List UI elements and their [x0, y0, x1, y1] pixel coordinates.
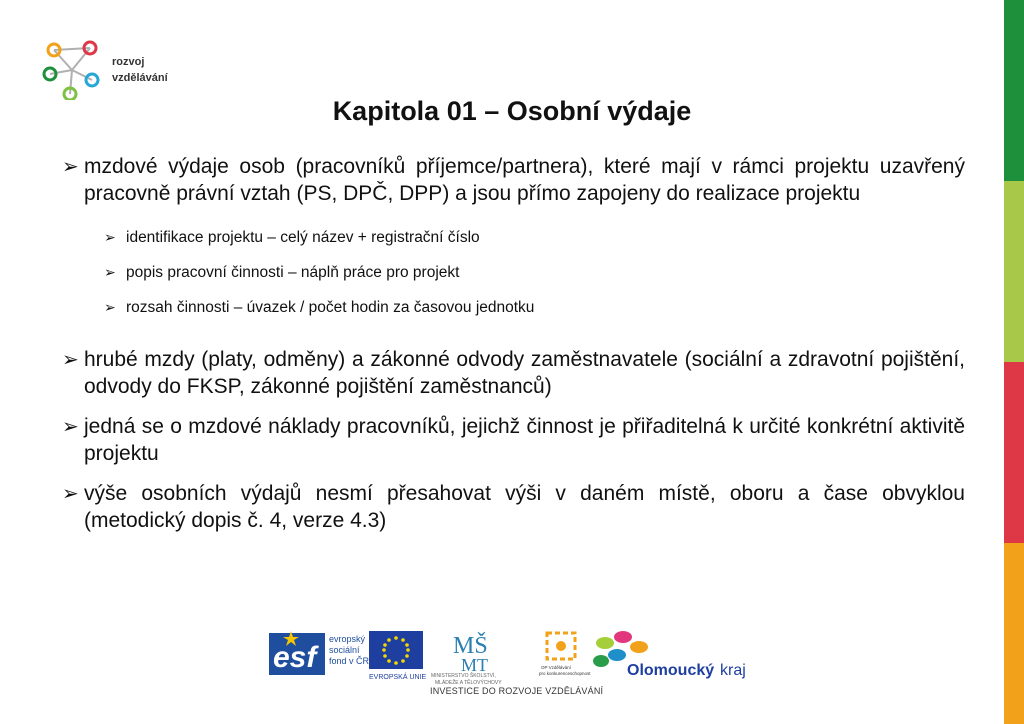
- bullet-item-1: [62, 153, 965, 207]
- op-line1: OP Vzdělávání: [541, 665, 571, 670]
- sub-bullet-item: [104, 220, 965, 255]
- slide-title: Kapitola 01 – Osobní výdaje: [332, 96, 692, 126]
- eu-label: EVROPSKÁ UNIE: [369, 674, 427, 681]
- sub-bullet-item: [104, 290, 965, 325]
- rozvoj-vzdelavani-logo-icon: [42, 40, 104, 100]
- kraj-label: kraj: [720, 662, 746, 679]
- footer-caption: INVESTICE DO ROZVOJE VZDĚLÁVÁNÍ: [430, 686, 604, 696]
- bullet-arrow-icon: ➢: [62, 349, 79, 371]
- stripe-red: [1004, 362, 1024, 543]
- logo-text: [112, 54, 168, 86]
- stripe-green: [1004, 0, 1024, 181]
- sub-bullet-arrow-icon: ➢: [104, 299, 116, 315]
- bullet-text: jedná se o mzdové náklady pracovníků, jejichž činnost je přiřaditelná k určité konkrétní aktivitě projektu: [84, 415, 965, 465]
- eu-flag-icon: [369, 631, 427, 681]
- olomoucky-label: Olomoucký: [627, 662, 715, 679]
- msmt-line1: MINISTERSTVO ŠKOLSTVÍ,: [431, 673, 496, 679]
- stripe-orange: [1004, 543, 1024, 724]
- bullet-arrow-icon: ➢: [62, 156, 79, 178]
- sub-bullet-item: [104, 255, 965, 290]
- op-vk-logo-icon: [539, 633, 591, 676]
- esf-line3: fond v ČR: [329, 656, 370, 666]
- bullet-item-4: [62, 480, 965, 534]
- sub-bullet-text: popis pracovní činnosti – náplň práce pro projekt: [126, 263, 460, 281]
- esf-logo-icon: [269, 631, 370, 675]
- bullet-text: hrubé mzdy (platy, odměny) a zákonné odvody zaměstnavatele (sociální a zdravotní pojištění, odvody do FKSP, zákonné pojištění zaměstnanců): [84, 348, 965, 398]
- msmt-logo-icon: [431, 632, 502, 686]
- msmt-line2: MLÁDEŽE A TĚLOVÝCHOVY: [435, 680, 502, 686]
- stripe-light-green: [1004, 181, 1024, 362]
- svg-text:MT: MT: [461, 655, 488, 675]
- olomoucky-kraj-logo-icon: [593, 631, 746, 679]
- logo-line1: rozvoj: [112, 56, 145, 68]
- bullet-text: mzdové výdaje osob (pracovníků příjemce/partnera), které mají v rámci projektu uzavřený pracovně právní vztah (PS, DPČ, DPP) a jsou přímo zapojeny do realizace projektu: [84, 155, 965, 205]
- bullet-arrow-icon: ➢: [62, 483, 79, 505]
- sub-bullet-arrow-icon: ➢: [104, 229, 116, 245]
- bullet-list: [62, 153, 965, 547]
- sub-bullet-text: rozsah činnosti – úvazek / počet hodin za časovou jednotku: [126, 298, 535, 316]
- svg-text:MŠ: MŠ: [453, 633, 488, 659]
- sub-bullet-text: identifikace projektu – celý název + registrační číslo: [126, 228, 480, 246]
- esf-line1: evropský: [329, 634, 366, 644]
- bullet-item-3: [62, 413, 965, 467]
- op-line2: pro konkurenceschopnost: [539, 671, 591, 676]
- logo-line2: vzdělávání: [112, 72, 168, 84]
- bullet-item-2: [62, 346, 965, 400]
- bullet-text: výše osobních výdajů nesmí přesahovat výši v daném místě, oboru a čase obvyklou (metodický dopis č. 4, verze 4.3): [84, 482, 965, 532]
- esf-line2: sociální: [329, 645, 360, 655]
- sub-bullet-arrow-icon: ➢: [104, 264, 116, 280]
- sub-bullet-list: [104, 220, 965, 325]
- bullet-arrow-icon: ➢: [62, 416, 79, 438]
- svg-text:esf: esf: [273, 641, 317, 674]
